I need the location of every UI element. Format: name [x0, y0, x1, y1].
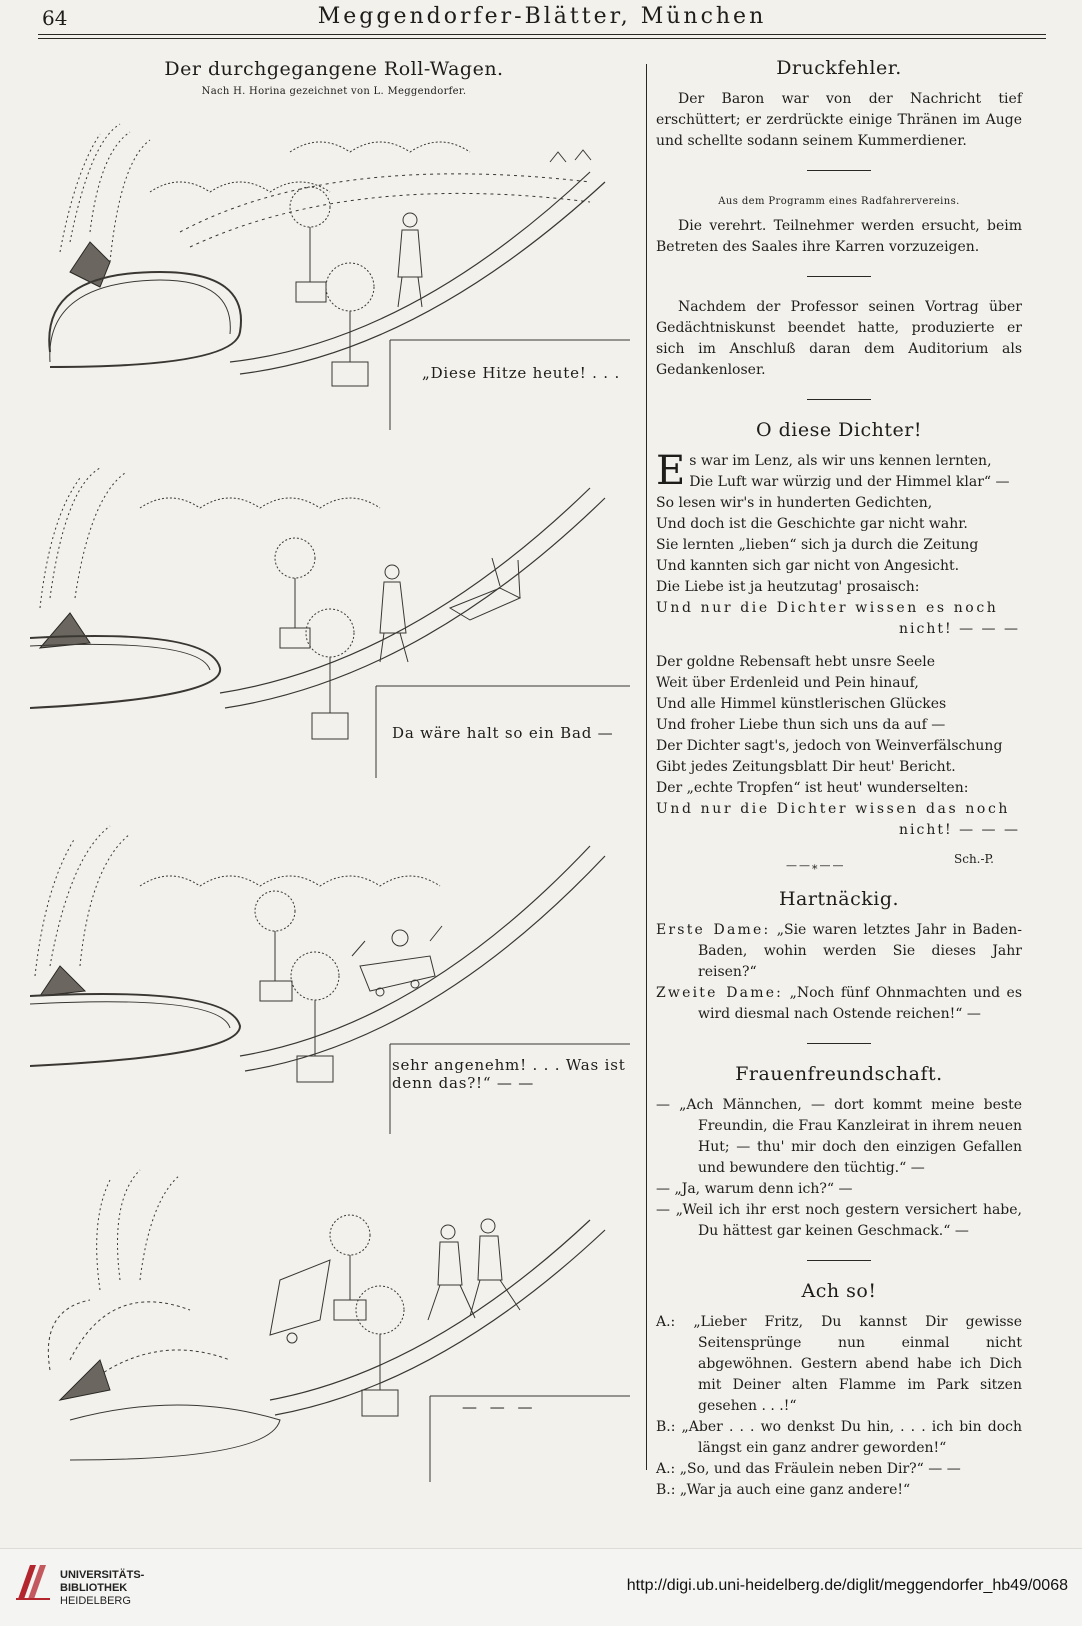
library-name-line: UNIVERSITÄTS-	[60, 1569, 145, 1581]
panel-4-caption: — — —	[462, 1398, 537, 1416]
poem-line: Und doch ist die Geschichte gar nicht wahr.	[656, 516, 968, 532]
poem-line: Weit über Erdenleid und Pein hinauf,	[656, 675, 919, 691]
poem-line: Und kannten sich gar nicht von Angesicht.	[656, 558, 960, 574]
dialog-line	[656, 983, 1022, 1025]
section-rule	[807, 1260, 871, 1261]
poem-line: Gibt jedes Zeitungsblatt Dir heut' Bericht.	[656, 759, 956, 775]
speech: „Sie waren letztes Jahr in Baden-Baden, wohin werden Sie dieses Jahr reisen?“	[698, 922, 1022, 980]
hartnaeckig-title: Hartnäckig.	[778, 888, 900, 910]
section-rule	[807, 399, 871, 400]
header-rule	[38, 38, 1046, 39]
poem-line: Der goldne Rebensaft hebt unsre Seele	[656, 654, 936, 670]
druckfehler-text-1: Der Baron war von der Nachricht tief erschüttert; er zerdrückte einige Thränen im Auge und schellte sodann seinem Kummerdiener.	[656, 91, 1022, 149]
druckfehler-text-3: Nachdem der Professor seinen Vortrag über Gedächtniskunst beendet hatte, produzierte er sich im Anschluß daran dem Auditorium als Gedankenloser.	[656, 299, 1022, 378]
speaker-label: Zweite Dame:	[656, 985, 784, 1001]
panel-1-caption: „Diese Hitze heute! . . .	[422, 364, 621, 382]
poem-line: Die Liebe ist ja heutzutag' prosaisch:	[656, 579, 920, 595]
poem	[656, 448, 1022, 873]
poem-drop-cap: E	[656, 448, 686, 494]
speech: „Noch fünf Ohnmachten und es wird diesmal nach Ostende reichen!“ —	[698, 985, 1022, 1022]
dialog-line: A.: „Lieber Fritz, Du kannst Dir gewisse Seitensprünge nun einmal nicht abgewöhnen. Gestern abend habe ich Dich mit Deiner alten Flamme im Park sitzen gesehen . . .!“	[656, 1314, 1022, 1414]
column-divider	[646, 64, 647, 1470]
poem-title: O diese Dichter!	[756, 419, 922, 441]
dialog-line: B.: „Aber . . . wo denkst Du hin, . . . ich bin doch längst ein ganz andrer geworden!“	[656, 1419, 1022, 1456]
cartoon-panel-3	[30, 816, 630, 1134]
cartoon-panel-2	[30, 448, 630, 778]
poem-refrain: Und nur die Dichter wissen es noch	[656, 600, 999, 616]
star-divider: ——⁎——	[786, 859, 846, 872]
dialog-line: — „Weil ich ihr erst noch gestern versichert habe, Du hättest gar keinen Geschmack.“ —	[656, 1202, 1022, 1239]
panel-3-caption-line2: denn das?!“ — —	[392, 1074, 535, 1092]
panel-4-drawing	[30, 1160, 630, 1482]
cartoon-title: Der durchgegangene Roll-Wagen.	[164, 58, 504, 80]
dialog-line: — „Ach Männchen, — dort kommt meine beste Freundin, die Frau Kanzleirat in ihrem neuen Hut; — thu' mir doch den einzigen Gefallen und bewundere den tüchtig.“ —	[656, 1097, 1022, 1176]
dialog-line: B.: „War ja auch eine ganz andere!“	[656, 1482, 911, 1498]
druckfehler-note: Aus dem Programm eines Radfahrervereins.	[718, 196, 960, 207]
panel-3-caption-line1: sehr angenehm! . . . Was ist	[392, 1056, 626, 1074]
frauenfreundschaft-title: Frauenfreundschaft.	[735, 1063, 943, 1085]
document-url-link[interactable]: http://digi.ub.uni-heidelberg.de/diglit/meggendorfer_hb49/0068	[626, 1577, 1068, 1594]
dialog-line	[656, 920, 1022, 983]
poem-line: Der Dichter sagt's, jedoch von Weinverfälschung	[656, 738, 1003, 754]
panel-2-caption: Da wäre halt so ein Bad —	[392, 724, 614, 742]
page-number: 64	[42, 6, 68, 30]
poem-refrain: Und nur die Dichter wissen das noch	[656, 801, 1011, 817]
dialog-line: — „Ja, warum denn ich?“ —	[656, 1181, 853, 1197]
druckfehler-text-2: Die verehrt. Teilnehmer werden ersucht, beim Betreten des Saales ihre Karren vorzuzeigen.	[656, 218, 1022, 255]
poem-line: Und froher Liebe thun sich uns da auf —	[656, 717, 946, 733]
section-rule	[807, 1043, 871, 1044]
poem-line: Sie lernten „lieben“ sich ja durch die Zeitung	[656, 537, 979, 553]
poem-line: So lesen wir's in hunderten Gedichten,	[656, 495, 933, 511]
cartoon-panel-4	[30, 1160, 630, 1482]
section-rule	[807, 170, 871, 171]
library-name-line: BIBLIOTHEK	[60, 1582, 128, 1594]
poem-sign-row	[656, 845, 1022, 873]
achso-title: Ach so!	[801, 1280, 877, 1302]
cartoon-panel-1	[30, 112, 630, 430]
poem-line: Die Luft war würzig und der Himmel klar“ —	[689, 474, 1010, 490]
druckfehler-title: Druckfehler.	[776, 57, 902, 79]
university-logo-icon	[14, 1559, 52, 1605]
section-rule	[807, 276, 871, 277]
poem-signature: Sch.-P.	[954, 852, 994, 866]
poem-refrain: nicht! — — —	[899, 822, 1020, 838]
right-column	[656, 48, 1022, 1501]
dialog-line: A.: „So, und das Fräulein neben Dir?“ — —	[656, 1461, 961, 1477]
panel-1-drawing	[30, 112, 630, 430]
journal-title: Meggendorfer-Blätter, München	[317, 4, 767, 29]
header-rule	[38, 34, 1046, 35]
poem-line: Der „echte Tropfen“ ist heut' wunderselten:	[656, 780, 969, 796]
poem-line: Und alle Himmel künstlerischen Glückes	[656, 696, 947, 712]
cartoon-header	[30, 48, 638, 97]
poem-refrain: nicht! — — —	[899, 621, 1020, 637]
cartoon-credit: Nach H. Horina gezeichnet von L. Meggendorfer.	[201, 86, 467, 97]
panel-3-drawing	[30, 816, 630, 1134]
library-name	[60, 1569, 144, 1608]
library-name-line: HEIDELBERG	[60, 1595, 131, 1607]
speaker-label: Erste Dame:	[656, 922, 771, 938]
poem-line: s war im Lenz, als wir uns kennen lernten,	[689, 453, 992, 469]
viewer-footer	[0, 1548, 1082, 1626]
